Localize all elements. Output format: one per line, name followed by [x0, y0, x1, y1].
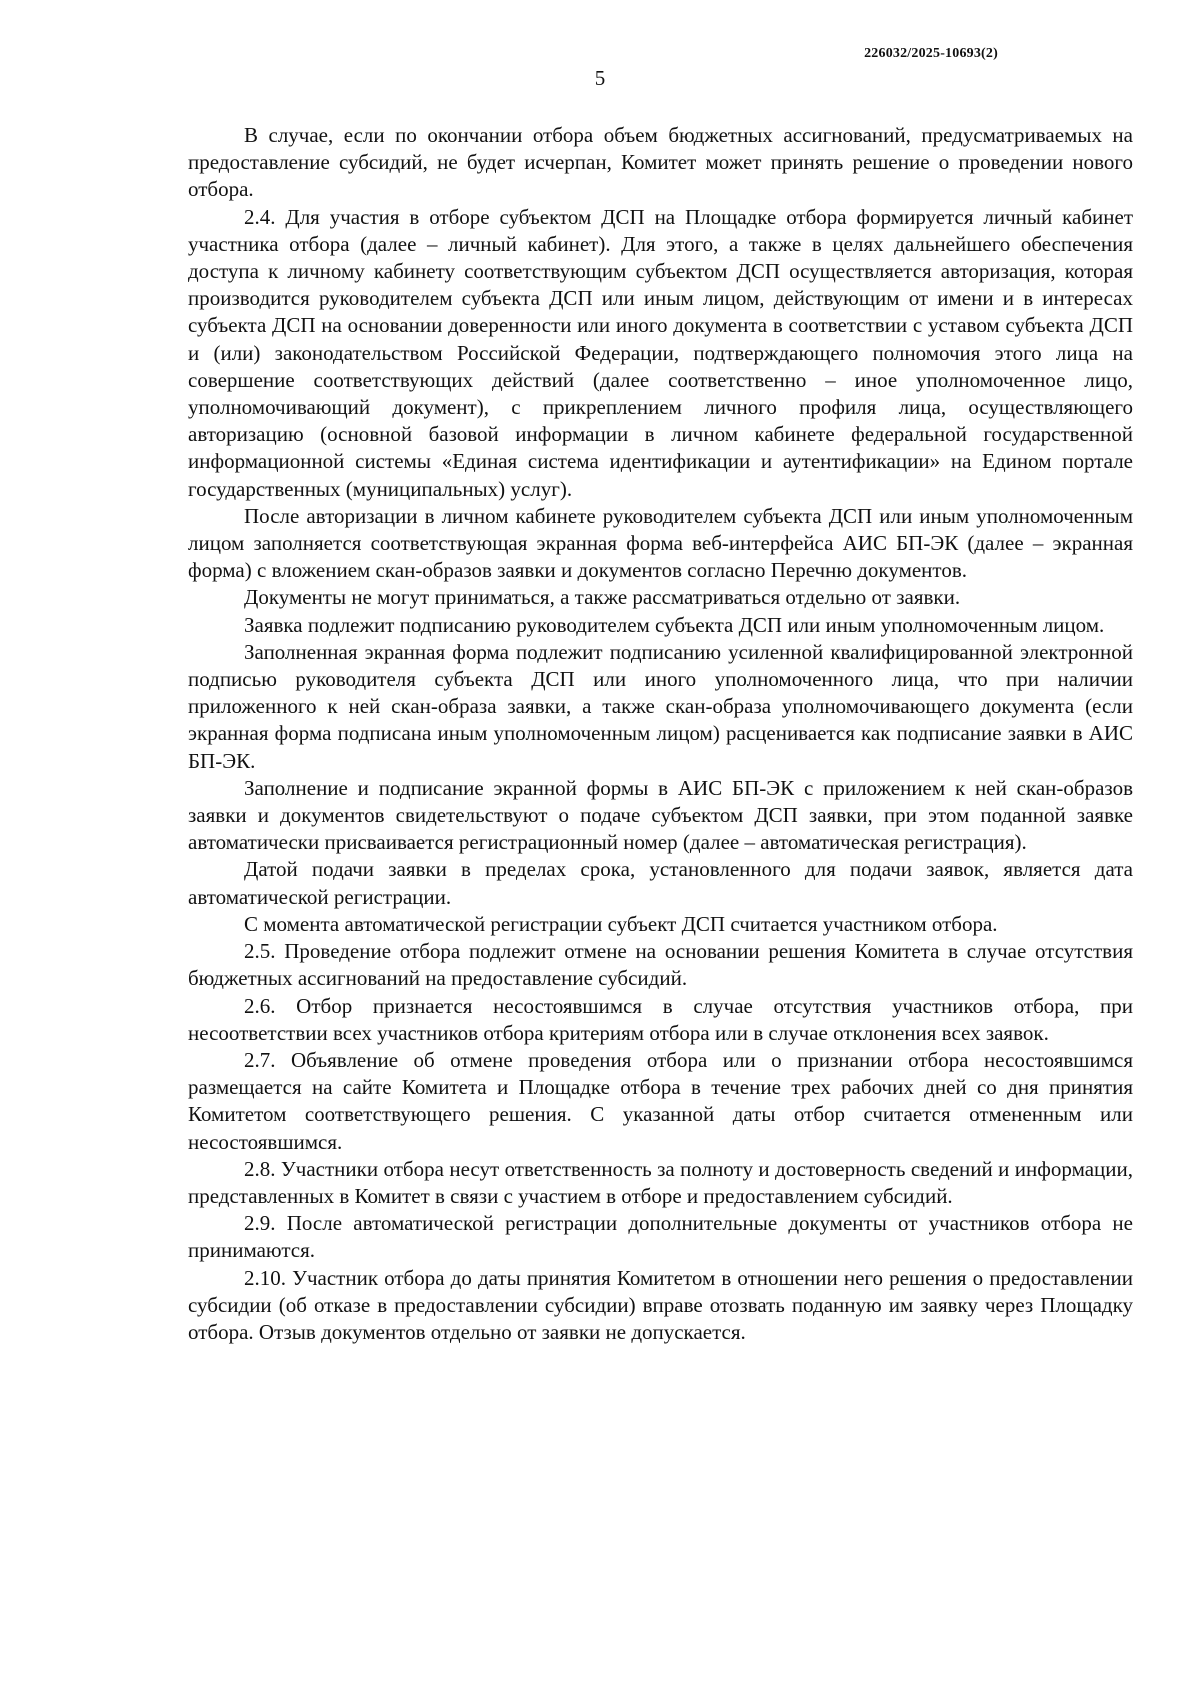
paragraph-screen-form: После авторизации в личном кабинете руководителем субъекта ДСП или иным уполномоченным лицом заполняется соответствующая экранная форма веб-интерфейса АИС БП-ЭК (далее – экранная форма) с вложением скан-образов заявки и документов согласно Перечню документов. — [188, 503, 1133, 583]
document-body — [188, 122, 1133, 1346]
paragraph-2-4-personal-cabinet: 2.4. Для участия в отборе субъектом ДСП на Площадке отбора формируется личный кабинет участника отбора (далее – личный кабинет). Для этого, а также в целях дальнейшего обеспечения доступа к личному кабинету соответствующим субъектом ДСП осуществляется авторизация, которая производится руководителем субъекта ДСП или иным лицом, действующим от имени и в интересах субъекта ДСП на основании доверенности или иного документа в соответствии с уставом субъекта ДСП и (или) законодательством Российской Федерации, подтверждающего полномочия этого лица на совершение соответствующих действий (далее соответственно – иное уполномоченное лицо, уполномочивающий документ), с прикреплением личного профиля лица, осуществляющего авторизацию (основной базовой информации в личном кабинете федеральной государственной информационной системы «Единая система идентификации и аутентификации» на Едином портале государственных (муниципальных) услуг). — [188, 204, 1133, 501]
paragraph-2-9-additional-documents: 2.9. После автоматической регистрации дополнительные документы от участников отбора не принимаются. — [188, 1211, 1133, 1263]
paragraph-2-5-cancellation: 2.5. Проведение отбора подлежит отмене на основании решения Комитета в случае отсутствия бюджетных ассигнований на предоставление субсидий. — [188, 939, 1133, 991]
paragraph-automatic-registration: Заполнение и подписание экранной формы в АИС БП-ЭК с приложением к ней скан-образов заявки и документов свидетельствуют о подаче субъектом ДСП заявки, при этом поданной заявке автоматически присваивается регистрационный номер (далее – автоматическая регистрация). — [188, 775, 1133, 855]
page-number: 5 — [594, 66, 606, 90]
paragraph-2-8-responsibility: 2.8. Участники отбора несут ответственность за полноту и достоверность сведений и информации, представленных в Комитет в связи с участием в отборе и предоставлением субсидий. — [188, 1156, 1133, 1208]
paragraph-electronic-signature: Заполненная экранная форма подлежит подписанию усиленной квалифицированной электронной подписью руководителя субъекта ДСП или иного уполномоченного лица, что при наличии приложенного к ней скан-образа заявки, а также скан-образа уполномочивающего документа (если экранная форма подписана иным уполномоченным лицом) расценивается как подписание заявки в АИС БП-ЭК. — [188, 639, 1133, 773]
paragraph-2-10-withdrawal: 2.10. Участник отбора до даты принятия Комитетом в отношении него решения о предоставлении субсидии (об отказе в предоставлении субсидии) вправе отозвать поданную им заявку через Площадку отбора. Отзыв документов отдельно от заявки не допускается. — [188, 1265, 1133, 1344]
paragraph-2-7-announcement: 2.7. Объявление об отмене проведения отбора или о признании отбора несостоявшимся размещается на сайте Комитета и Площадке отбора в течение трех рабочих дней со дня принятия Комитетом соответствующего решения. С указанной даты отбор считается отмененным или несостоявшимся. — [188, 1047, 1133, 1154]
paragraph-participant-status: С момента автоматической регистрации субъект ДСП считается участником отбора. — [244, 911, 998, 936]
paragraph-2-6-failed-selection: 2.6. Отбор признается несостоявшимся в случае отсутствия участников отбора, при несоответствии всех участников отбора критериям отбора или в случае отклонения всех заявок. — [188, 993, 1133, 1045]
paragraph-application-signing: Заявка подлежит подписанию руководителем субъекта ДСП или иным уполномоченным лицом. — [244, 612, 1105, 637]
document-registration-number: 226032/2025-10693(2) — [864, 46, 998, 61]
paragraph-documents-with-application: Документы не могут приниматься, а также рассматриваться отдельно от заявки. — [244, 585, 961, 610]
paragraph-submission-date: Датой подачи заявки в пределах срока, установленного для подачи заявок, является дата автоматической регистрации. — [188, 857, 1133, 909]
paragraph-new-selection: В случае, если по окончании отбора объем бюджетных ассигнований, предусматриваемых на предоставление субсидий, не будет исчерпан, Комитет может принять решение о проведении нового отбора. — [188, 123, 1133, 202]
